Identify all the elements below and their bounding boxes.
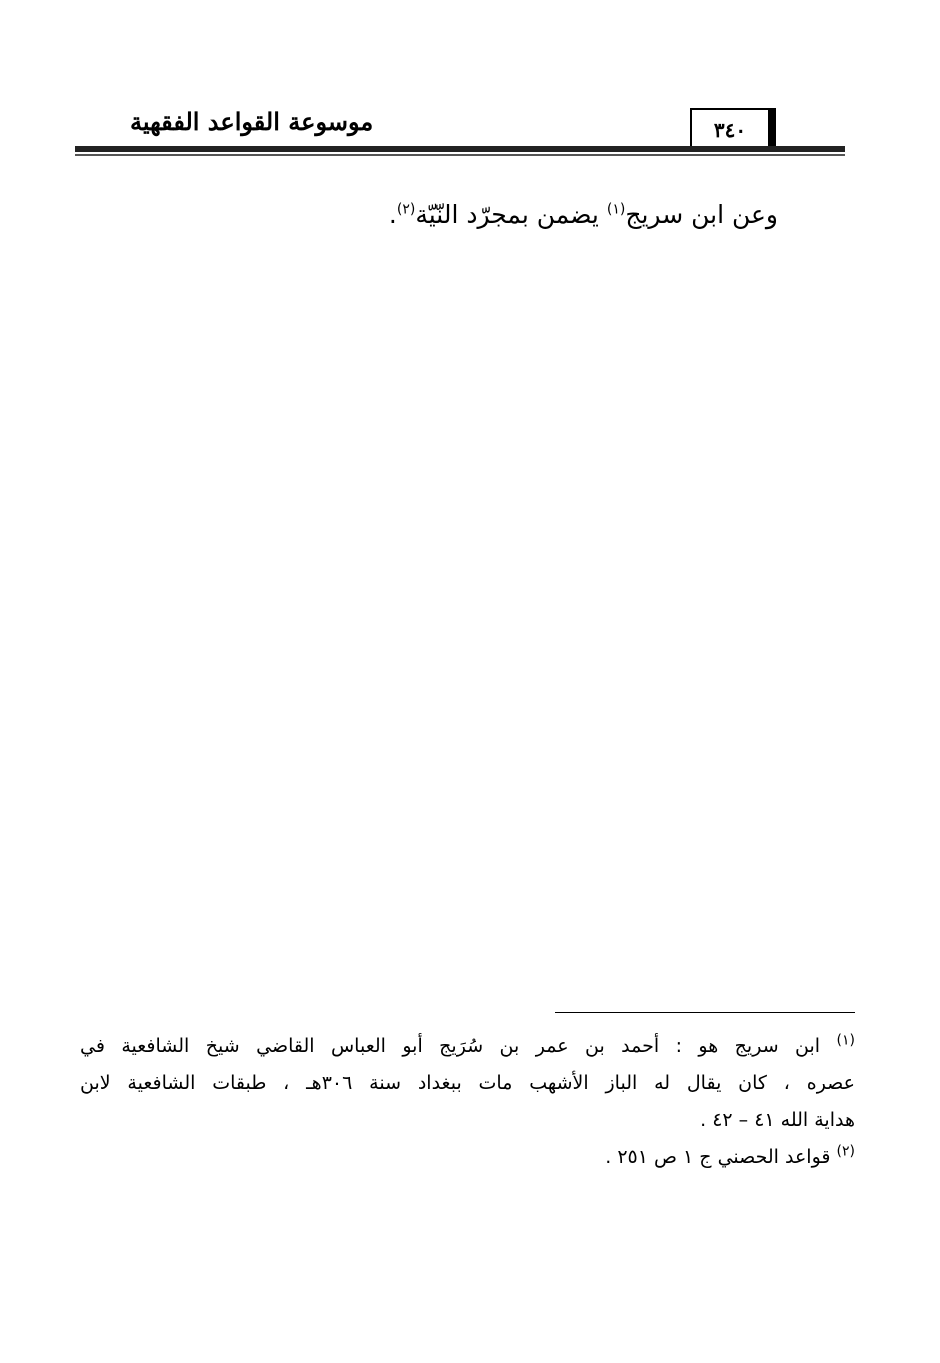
footnote-1-marker: (١) xyxy=(836,1032,855,1049)
footnotes xyxy=(80,1028,855,1176)
body-paragraph xyxy=(300,195,778,235)
footnote-2-marker: (٢) xyxy=(836,1143,855,1160)
footnote-1-text: ابن سريج هو : أحمد بن عمر بن سُرَيج أبو العباس القاضي شيخ الشافعية في xyxy=(80,1035,821,1057)
body-text: وعن ابن سريج xyxy=(625,200,778,229)
footnote-2-text: قواعد الحصني ج ١ ص ٢٥١ . xyxy=(605,1146,831,1168)
footnote-ref-2: (٢) xyxy=(396,201,416,218)
footnote-separator xyxy=(555,1012,855,1013)
running-header-title: موسوعة القواعد الفقهية xyxy=(130,107,374,136)
footnote-1-line-1 xyxy=(80,1028,855,1065)
footnote-1-line-3: هداية الله ٤١ – ٤٢ . xyxy=(700,1109,855,1131)
header-rule xyxy=(75,146,845,152)
body-text-end: . xyxy=(388,200,397,229)
footnote-2 xyxy=(80,1139,855,1176)
footnote-1-line-2: عصره ، كان يقال له الباز الأشهب مات ببغداد سنة ٣٠٦هـ ، طبقات الشافعية لابن xyxy=(80,1072,855,1094)
footnote-ref-1: (١) xyxy=(606,201,626,218)
header-rule-thin xyxy=(75,154,845,156)
page-number: ٣٤٠ xyxy=(690,108,776,148)
body-text: يضمن بمجرّد النّيّة xyxy=(415,200,607,229)
